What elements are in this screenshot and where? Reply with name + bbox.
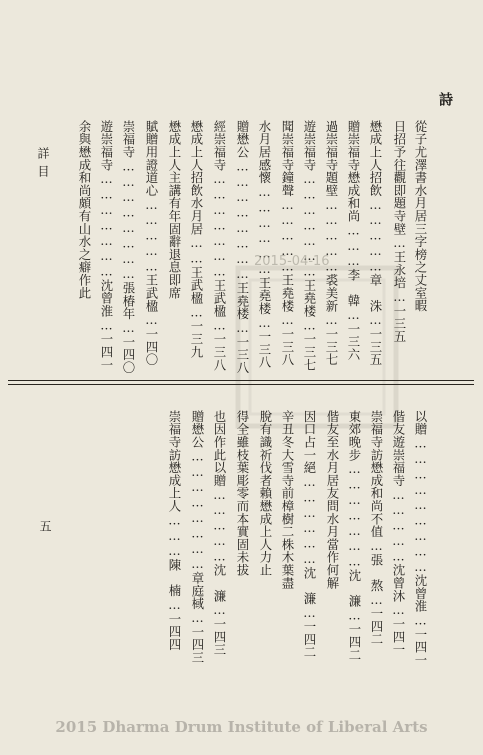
page-number: 五 [38,520,52,532]
toc-entry: 崇福寺……………………張椿年…一四〇 [121,120,136,374]
toc-entry: 賦贈用證道心……………王武楹…一四〇 [144,120,159,366]
page-heading: 詩 [437,92,453,107]
toc-entry: 懋成上人招飲水月居……王武楹…一三九 [189,120,204,359]
divider-top [8,380,474,381]
toc-entry: 經崇福寺…………………王武楹…一三八 [212,120,227,372]
toc-entry: 懋成上人招飲……………章 洙…一三五 [368,120,383,366]
toc-entry: 從子尤澤書水月居三字榜之丈室暇 [413,120,428,312]
toc-entry: 辛丑冬大雪寺前樟樹二株木葉盡 [280,410,295,590]
toc-entry: 遊崇福寺…………………沈曾淮…一四一 [99,120,114,372]
toc-entry: 偕友遊崇福寺……………沈曾沐…一四一 [391,410,406,656]
toc-entry: 以贈………………………沈曾淮…一四一 [413,410,428,667]
toc-entry: 脫有識祈伐者賴懋成上人力止 [258,410,273,577]
toc-entry: 崇福寺訪懋成和尚不值…張 熬…一四二 [369,410,384,646]
toc-entry: 日招予往觀即題寺壁…王永培…一三五 [392,120,407,343]
toc-entry: 贈崇福寺懋成和尚………李 韓…一三六 [346,120,361,361]
divider-bottom [8,384,474,385]
toc-entry: 余與懋成和尚頗有山水之癖作此 [77,120,92,300]
toc-entry: 贈懋公……………………章庭棫…一四三 [190,410,205,664]
toc-entry: 贈懋公……………………王堯楼…一三八 [235,120,250,374]
toc-entry: 懋成上人主講有年固辭退息即席 [167,120,182,300]
toc-entry: 崇福寺訪懋成上人………陳 楠…一四四 [167,410,182,651]
toc-entry: 東郊晚步…………………沈 濂…一四二 [347,410,362,662]
toc-entry: 得全雖枝葉彫零而本實固未拔 [235,410,250,577]
toc-entry: 水月居感懷………………王堯楼…一三八 [257,120,272,369]
toc-entry: 偕友至水月居友問水月當作何解 [325,410,340,590]
toc-entry: 聞崇福寺鐘聲……………王堯楼…一三八 [280,120,295,366]
toc-entry: 遊崇福寺…………………王堯楼…一三七 [302,120,317,372]
watermark-date: 2015-04-16 [254,254,330,269]
side-label: 詳目 [36,147,50,183]
toc-entry: 過崇福寺題壁……………裘美新…一三七 [324,120,339,366]
toc-entry: 因口占一絕………………沈 濂…一四二 [302,410,317,659]
footer-watermark: 2015 Dharma Drum Institute of Liberal Arts [55,718,428,736]
toc-entry: 也因作此以贈……………沈 濂…一四三 [212,410,227,656]
